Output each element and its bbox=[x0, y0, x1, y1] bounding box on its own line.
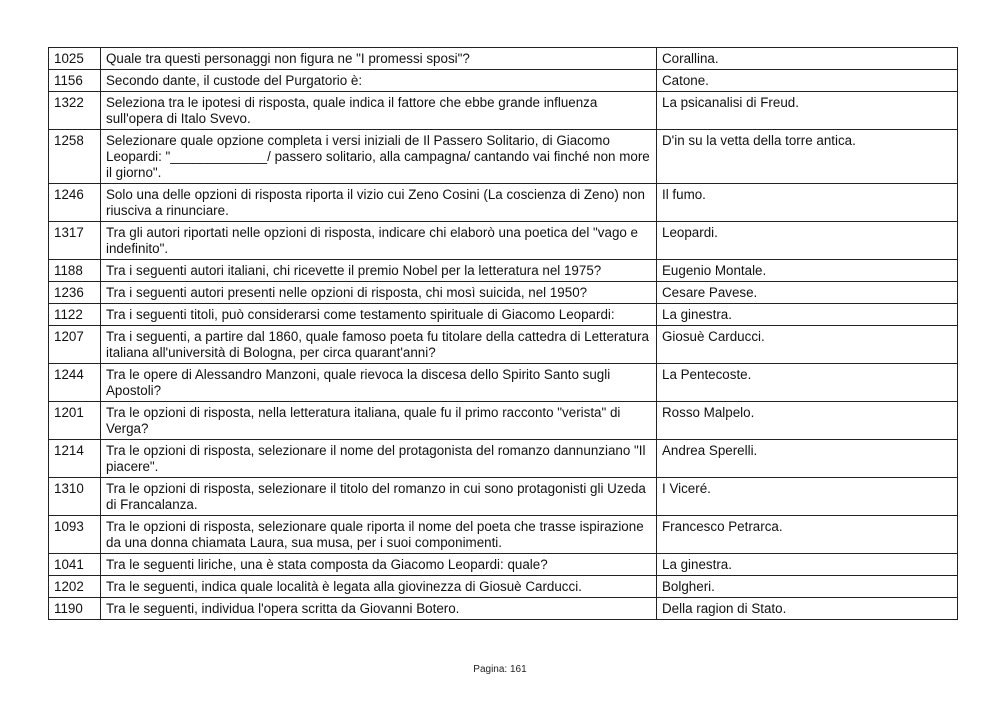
answer-text: Della ragion di Stato. bbox=[657, 598, 958, 620]
answer-text: Rosso Malpelo. bbox=[657, 402, 958, 440]
table-row bbox=[49, 48, 958, 70]
question-id: 1202 bbox=[49, 576, 101, 598]
question-text: Seleziona tra le ipotesi di risposta, quale indica il fattore che ebbe grande influenza sull'opera di Italo Svevo. bbox=[101, 92, 657, 130]
table-row bbox=[49, 598, 958, 620]
question-id: 1236 bbox=[49, 282, 101, 304]
question-text: Tra le opzioni di risposta, selezionare il titolo del romanzo in cui sono protagonisti gli Uzeda di Francalanza. bbox=[101, 478, 657, 516]
question-id: 1214 bbox=[49, 440, 101, 478]
answer-text: Andrea Sperelli. bbox=[657, 440, 958, 478]
answer-text: Leopardi. bbox=[657, 222, 958, 260]
table-row bbox=[49, 184, 958, 222]
question-text: Tra le opzioni di risposta, selezionare quale riporta il nome del poeta che trasse ispirazione da una donna chiamata Laura, sua musa, per i suoi componimenti. bbox=[101, 516, 657, 554]
question-id: 1310 bbox=[49, 478, 101, 516]
table-row bbox=[49, 130, 958, 184]
answer-text: Eugenio Montale. bbox=[657, 260, 958, 282]
question-id: 1246 bbox=[49, 184, 101, 222]
table-row bbox=[49, 440, 958, 478]
question-id: 1322 bbox=[49, 92, 101, 130]
answer-text: Cesare Pavese. bbox=[657, 282, 958, 304]
table-row bbox=[49, 364, 958, 402]
answer-text: Francesco Petrarca. bbox=[657, 516, 958, 554]
answer-text: Bolgheri. bbox=[657, 576, 958, 598]
table-row bbox=[49, 478, 958, 516]
question-text: Tra i seguenti, a partire dal 1860, quale famoso poeta fu titolare della cattedra di Letteratura italiana all'università di Bologna, per circa quarant'anni? bbox=[101, 326, 657, 364]
question-text: Tra i seguenti titoli, può considerarsi come testamento spirituale di Giacomo Leopardi: bbox=[101, 304, 657, 326]
question-id: 1201 bbox=[49, 402, 101, 440]
table-row bbox=[49, 92, 958, 130]
question-id: 1122 bbox=[49, 304, 101, 326]
question-id: 1093 bbox=[49, 516, 101, 554]
table-row bbox=[49, 260, 958, 282]
table-row bbox=[49, 554, 958, 576]
table-row bbox=[49, 70, 958, 92]
question-id: 1190 bbox=[49, 598, 101, 620]
answer-text: I Viceré. bbox=[657, 478, 958, 516]
question-id: 1317 bbox=[49, 222, 101, 260]
table-row bbox=[49, 516, 958, 554]
question-id: 1025 bbox=[49, 48, 101, 70]
answer-text: Corallina. bbox=[657, 48, 958, 70]
question-table-container bbox=[48, 47, 958, 620]
answer-text: Catone. bbox=[657, 70, 958, 92]
question-text: Tra le seguenti, indica quale località è legata alla giovinezza di Giosuè Carducci. bbox=[101, 576, 657, 598]
answer-text: Giosuè Carducci. bbox=[657, 326, 958, 364]
question-id: 1041 bbox=[49, 554, 101, 576]
table-row bbox=[49, 576, 958, 598]
answer-text: La ginestra. bbox=[657, 554, 958, 576]
table-row bbox=[49, 326, 958, 364]
question-id: 1207 bbox=[49, 326, 101, 364]
table-row bbox=[49, 304, 958, 326]
page-number: Pagina: 161 bbox=[473, 664, 527, 675]
question-id: 1156 bbox=[49, 70, 101, 92]
question-text: Quale tra questi personaggi non figura ne "I promessi sposi"? bbox=[101, 48, 657, 70]
question-text: Tra le seguenti, individua l'opera scritta da Giovanni Botero. bbox=[101, 598, 657, 620]
question-table bbox=[48, 47, 958, 620]
question-text: Tra le opere di Alessandro Manzoni, quale rievoca la discesa dello Spirito Santo sugli Apostoli? bbox=[101, 364, 657, 402]
table-row bbox=[49, 282, 958, 304]
question-id: 1188 bbox=[49, 260, 101, 282]
question-id: 1258 bbox=[49, 130, 101, 184]
table-row bbox=[49, 222, 958, 260]
question-text: Secondo dante, il custode del Purgatorio è: bbox=[101, 70, 657, 92]
answer-text: La psicanalisi di Freud. bbox=[657, 92, 958, 130]
question-text: Tra le seguenti liriche, una è stata composta da Giacomo Leopardi: quale? bbox=[101, 554, 657, 576]
question-text: Tra i seguenti autori presenti nelle opzioni di risposta, chi mosì suicida, nel 1950? bbox=[101, 282, 657, 304]
answer-text: La Pentecoste. bbox=[657, 364, 958, 402]
answer-text: La ginestra. bbox=[657, 304, 958, 326]
question-text: Solo una delle opzioni di risposta riporta il vizio cui Zeno Cosini (La coscienza di Zeno) non riusciva a rinunciare. bbox=[101, 184, 657, 222]
question-id: 1244 bbox=[49, 364, 101, 402]
question-text: Tra le opzioni di risposta, selezionare il nome del protagonista del romanzo dannunziano "Il piacere". bbox=[101, 440, 657, 478]
question-text: Selezionare quale opzione completa i versi iniziali de Il Passero Solitario, di Giacomo Leopardi: "_____________/ passero solitario, alla campagna/ cantando vai finché non more il giorno". bbox=[101, 130, 657, 184]
question-text: Tra gli autori riportati nelle opzioni di risposta, indicare chi elaborò una poetica del "vago e indefinito". bbox=[101, 222, 657, 260]
answer-text: Il fumo. bbox=[657, 184, 958, 222]
question-table-body bbox=[49, 48, 958, 620]
question-text: Tra i seguenti autori italiani, chi ricevette il premio Nobel per la letteratura nel 1975? bbox=[101, 260, 657, 282]
table-row bbox=[49, 402, 958, 440]
question-text: Tra le opzioni di risposta, nella letteratura italiana, quale fu il primo racconto "verista" di Verga? bbox=[101, 402, 657, 440]
answer-text: D'in su la vetta della torre antica. bbox=[657, 130, 958, 184]
